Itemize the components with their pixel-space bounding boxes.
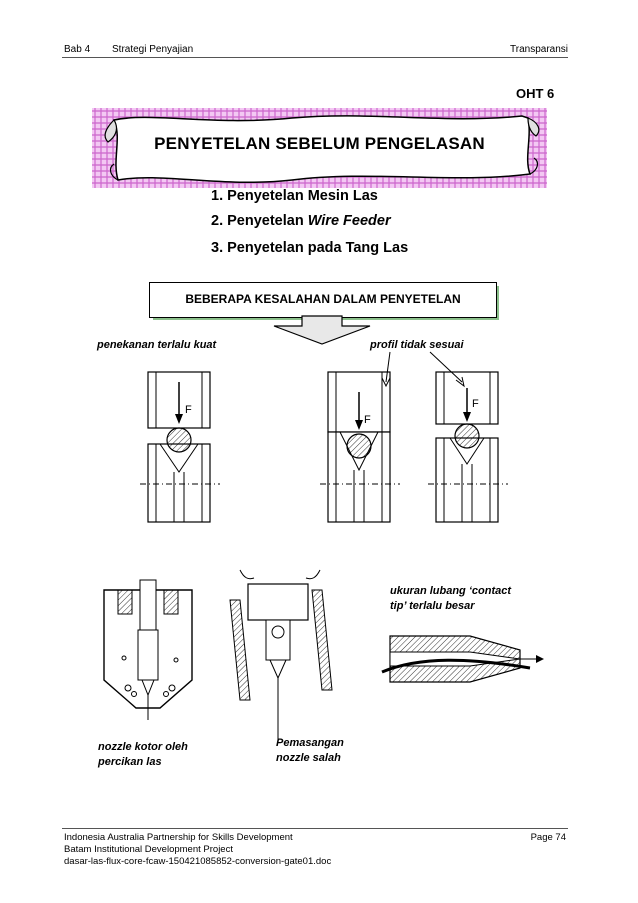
list-item-2 <box>211 213 391 229</box>
errors-box <box>149 282 497 318</box>
label-nozzle-mount-line1: Pemasangan <box>276 737 344 749</box>
title-banner <box>92 108 547 188</box>
header-chapter: Bab 4 <box>64 44 91 55</box>
nozzle-wrong-mount <box>230 570 332 740</box>
footer-page: Page 74 <box>530 832 566 843</box>
footer-line2: Batam Institutional Development Project <box>64 844 233 855</box>
nozzle-dirty <box>104 580 192 720</box>
label-nozzle-mount <box>276 736 344 766</box>
label-nozzle-dirty-line1: nozzle kotor oleh <box>98 741 188 753</box>
label-contact-tip-line1: ukuran lubang ‘contact <box>390 585 512 597</box>
force-label-1: F <box>185 404 192 416</box>
contact-tip <box>382 636 544 682</box>
footer-rule <box>62 828 568 829</box>
header-rule <box>62 57 568 58</box>
list-item-2-text: 2. Penyetelan <box>211 213 308 229</box>
force-label-2: F <box>364 414 371 426</box>
page-title: PENYETELAN SEBELUM PENGELASAN <box>154 134 485 153</box>
label-profile: profil tidak sesuai <box>370 339 464 351</box>
header-chapter-title: Strategi Penyajian <box>112 44 194 55</box>
roller-3 <box>428 372 508 522</box>
label-nozzle-mount-line2: nozzle salah <box>276 752 341 764</box>
force-label-3: F <box>472 398 479 410</box>
nozzle-diagrams <box>90 560 638 760</box>
label-contact-tip <box>390 584 511 614</box>
label-nozzle-dirty <box>98 740 188 770</box>
footer-line3: dasar-las-flux-core-fcaw-150421085852-conversion-gate01.doc <box>64 856 332 867</box>
roller-1 <box>140 372 220 522</box>
list-item-1: 1. Penyetelan Mesin Las <box>211 188 378 204</box>
oht-label: OHT 6 <box>516 86 555 101</box>
roller-2 <box>320 372 400 522</box>
header-section: Transparansi <box>510 44 568 55</box>
footer-line1: Indonesia Australia Partnership for Skills Development <box>64 832 293 843</box>
footer-text <box>64 832 331 868</box>
list-item-2-italic: Wire Feeder <box>307 213 391 229</box>
label-pressure: penekanan terlalu kuat <box>97 339 217 351</box>
down-arrow-icon <box>262 316 382 346</box>
label-nozzle-dirty-line2: percikan las <box>98 756 162 768</box>
errors-box-title: BEBERAPA KESALAHAN DALAM PENYETELAN <box>185 292 461 306</box>
roller-diagrams <box>100 352 600 532</box>
list-item-3: 3. Penyetelan pada Tang Las <box>211 240 409 256</box>
label-contact-tip-line2: tip’ terlalu besar <box>390 600 475 612</box>
